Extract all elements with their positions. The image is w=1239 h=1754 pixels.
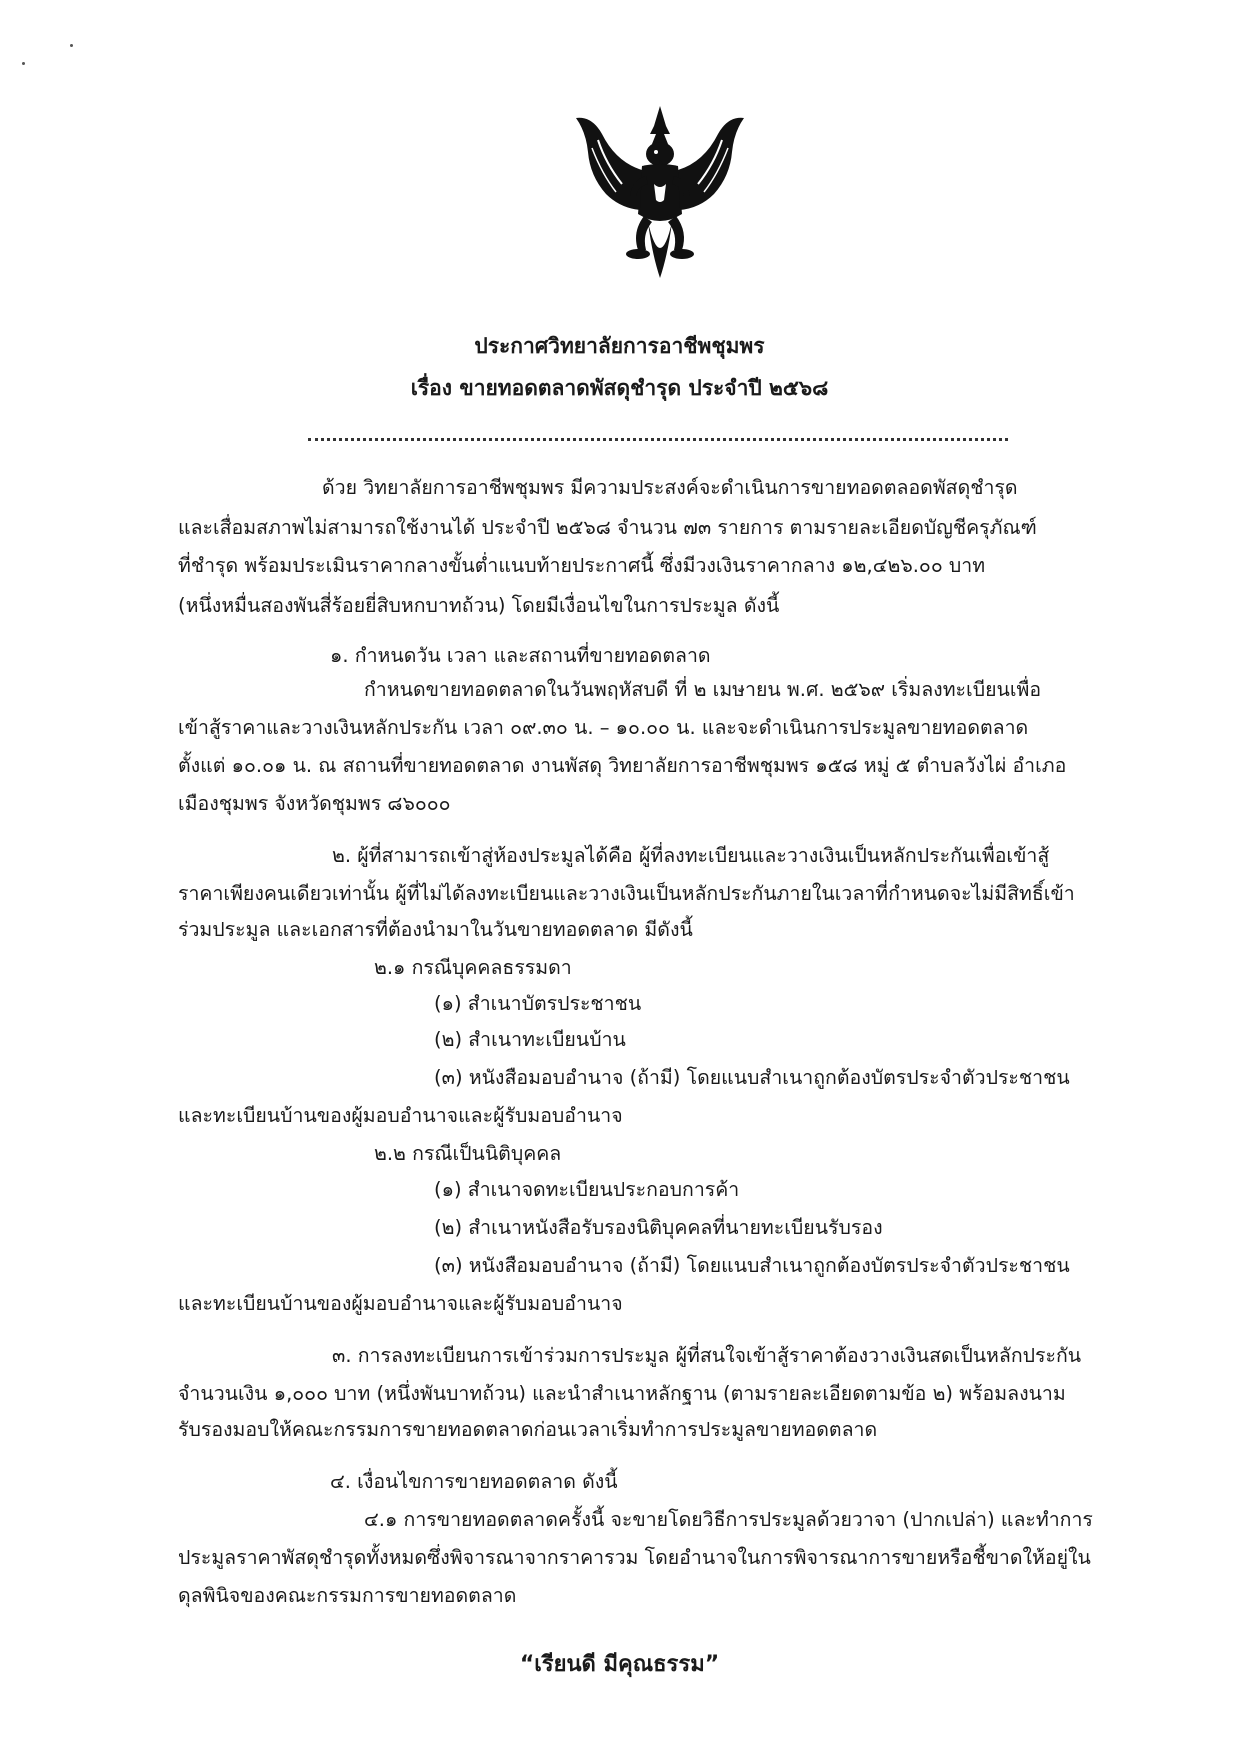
section-3-line: รับรองมอบให้คณะกรรมการขายทอดตลาดก่อนเวลาเริ่มทำการประมูลขายทอดตลาด: [178, 1418, 878, 1441]
intro-line: ที่ชำรุด พร้อมประเมินราคากลางขั้นต่ำแนบท้ายประกาศนี้ ซึ่งมีวงเงินราคากลาง ๑๒,๔๒๖.๐๐ บาท: [178, 554, 986, 577]
scan-speck: [70, 44, 73, 47]
section-4-1-line: ประมูลราคาพัสดุชำรุดทั้งหมดซึ่งพิจารณาจากราคารวม โดยอำนาจในการพิจารณาการขายหรือชี้ขาดให้อยู่ใน: [178, 1546, 1091, 1569]
section-4-heading: ๔. เงื่อนไขการขายทอดตลาด ดังนี้: [330, 1470, 618, 1493]
announcement-subject: เรื่อง ขายทอดตลาดพัสดุชำรุด ประจำปี ๒๕๖๘: [410, 376, 829, 400]
section-2-1-heading: ๒.๑ กรณีบุคคลธรรมดา: [374, 956, 572, 979]
section-2-2-item: (๒) สำเนาหนังสือรับรองนิติบุคคลที่นายทะเบียนรับรอง: [434, 1216, 883, 1239]
section-2-1-item: (๑) สำเนาบัตรประชาชน: [434, 992, 642, 1015]
section-1-line: กำหนดขายทอดตลาดในวันพฤหัสบดี ที่ ๒ เมษายน พ.ศ. ๒๕๖๙ เริ่มลงทะเบียนเพื่อ: [364, 678, 1042, 701]
announcement-title: ประกาศวิทยาลัยการอาชีพชุมพร: [474, 334, 765, 358]
section-2-2-item: (๓) หนังสือมอบอำนาจ (ถ้ามี) โดยแนบสำเนาถูกต้องบัตรประจำตัวประชาชน: [434, 1254, 1070, 1277]
section-2-1-item: (๒) สำเนาทะเบียนบ้าน: [434, 1028, 626, 1051]
scan-speck: [22, 62, 25, 65]
intro-line: (หนึ่งหมื่นสองพันสี่ร้อยยี่สิบหกบาทถ้วน) โดยมีเงื่อนไขในการประมูล ดังนี้: [178, 594, 780, 617]
section-2-2-item-cont: และทะเบียนบ้านของผู้มอบอำนาจและผู้รับมอบอำนาจ: [178, 1292, 623, 1315]
section-2-2-heading: ๒.๒ กรณีเป็นนิติบุคคล: [374, 1142, 562, 1165]
section-1-line: เมืองชุมพร จังหวัดชุมพร ๘๖๐๐๐: [178, 792, 451, 815]
section-2-1-item-cont: และทะเบียนบ้านของผู้มอบอำนาจและผู้รับมอบอำนาจ: [178, 1104, 623, 1127]
intro-line: และเสื่อมสภาพไม่สามารถใช้งานได้ ประจำปี ๒๕๖๘ จำนวน ๗๓ รายการ ตามรายละเอียดบัญชีครุภัณฑ์: [178, 516, 1037, 539]
section-3-line: ๓. การลงทะเบียนการเข้าร่วมการประมูล ผู้ที่สนใจเข้าสู้ราคาต้องวางเงินสดเป็นหลักประกัน: [332, 1344, 1082, 1367]
dotted-divider: [308, 438, 1008, 441]
section-2-line: ราคาเพียงคนเดียวเท่านั้น ผู้ที่ไม่ได้ลงทะเบียนและวางเงินเป็นหลักประกันภายในเวลาที่กำหนดจะไม่มีสิทธิ์เข้า: [178, 882, 1075, 905]
garuda-emblem-icon: [572, 104, 748, 280]
section-2-1-item: (๓) หนังสือมอบอำนาจ (ถ้ามี) โดยแนบสำเนาถูกต้องบัตรประจำตัวประชาชน: [434, 1066, 1070, 1089]
section-1-heading: ๑. กำหนดวัน เวลา และสถานที่ขายทอดตลาด: [330, 644, 711, 667]
section-2-line: ร่วมประมูล และเอกสารที่ต้องนำมาในวันขายทอดตลาด มีดังนี้: [178, 918, 693, 941]
section-1-line: ตั้งแต่ ๑๐.๐๑ น. ณ สถานที่ขายทอดตลาด งานพัสดุ วิทยาลัยการอาชีพชุมพร ๑๕๘ หมู่ ๕ ตำบลวังไผ่ อำเภอ: [178, 754, 1067, 777]
college-motto: “เรียนดี มีคุณธรรม”: [519, 1652, 720, 1677]
section-4-1-line: ดุลพินิจของคณะกรรมการขายทอดตลาด: [178, 1584, 517, 1607]
intro-line: ด้วย วิทยาลัยการอาชีพชุมพร มีความประสงค์จะดำเนินการขายทอดตลอดพัสดุชำรุด: [322, 476, 1018, 499]
section-2-2-item: (๑) สำเนาจดทะเบียนประกอบการค้า: [434, 1178, 740, 1201]
section-3-line: จำนวนเงิน ๑,๐๐๐ บาท (หนึ่งพันบาทถ้วน) และนำสำเนาหลักฐาน (ตามรายละเอียดตามข้อ ๒) พร้อมลงนาม: [178, 1382, 1066, 1405]
section-2-line: ๒. ผู้ที่สามารถเข้าสู่ห้องประมูลได้คือ ผู้ที่ลงทะเบียนและวางเงินเป็นหลักประกันเพื่อเข้าสู้: [332, 844, 1050, 867]
section-1-line: เข้าสู้ราคาและวางเงินหลักประกัน เวลา ๐๙.๓๐ น. – ๑๐.๐๐ น. และจะดำเนินการประมูลขายทอดตลาด: [178, 716, 1029, 739]
section-4-1-line: ๔.๑ การขายทอดตลาดครั้งนี้ จะขายโดยวิธีการประมูลด้วยวาจา (ปากเปล่า) และทำการ: [364, 1508, 1093, 1531]
